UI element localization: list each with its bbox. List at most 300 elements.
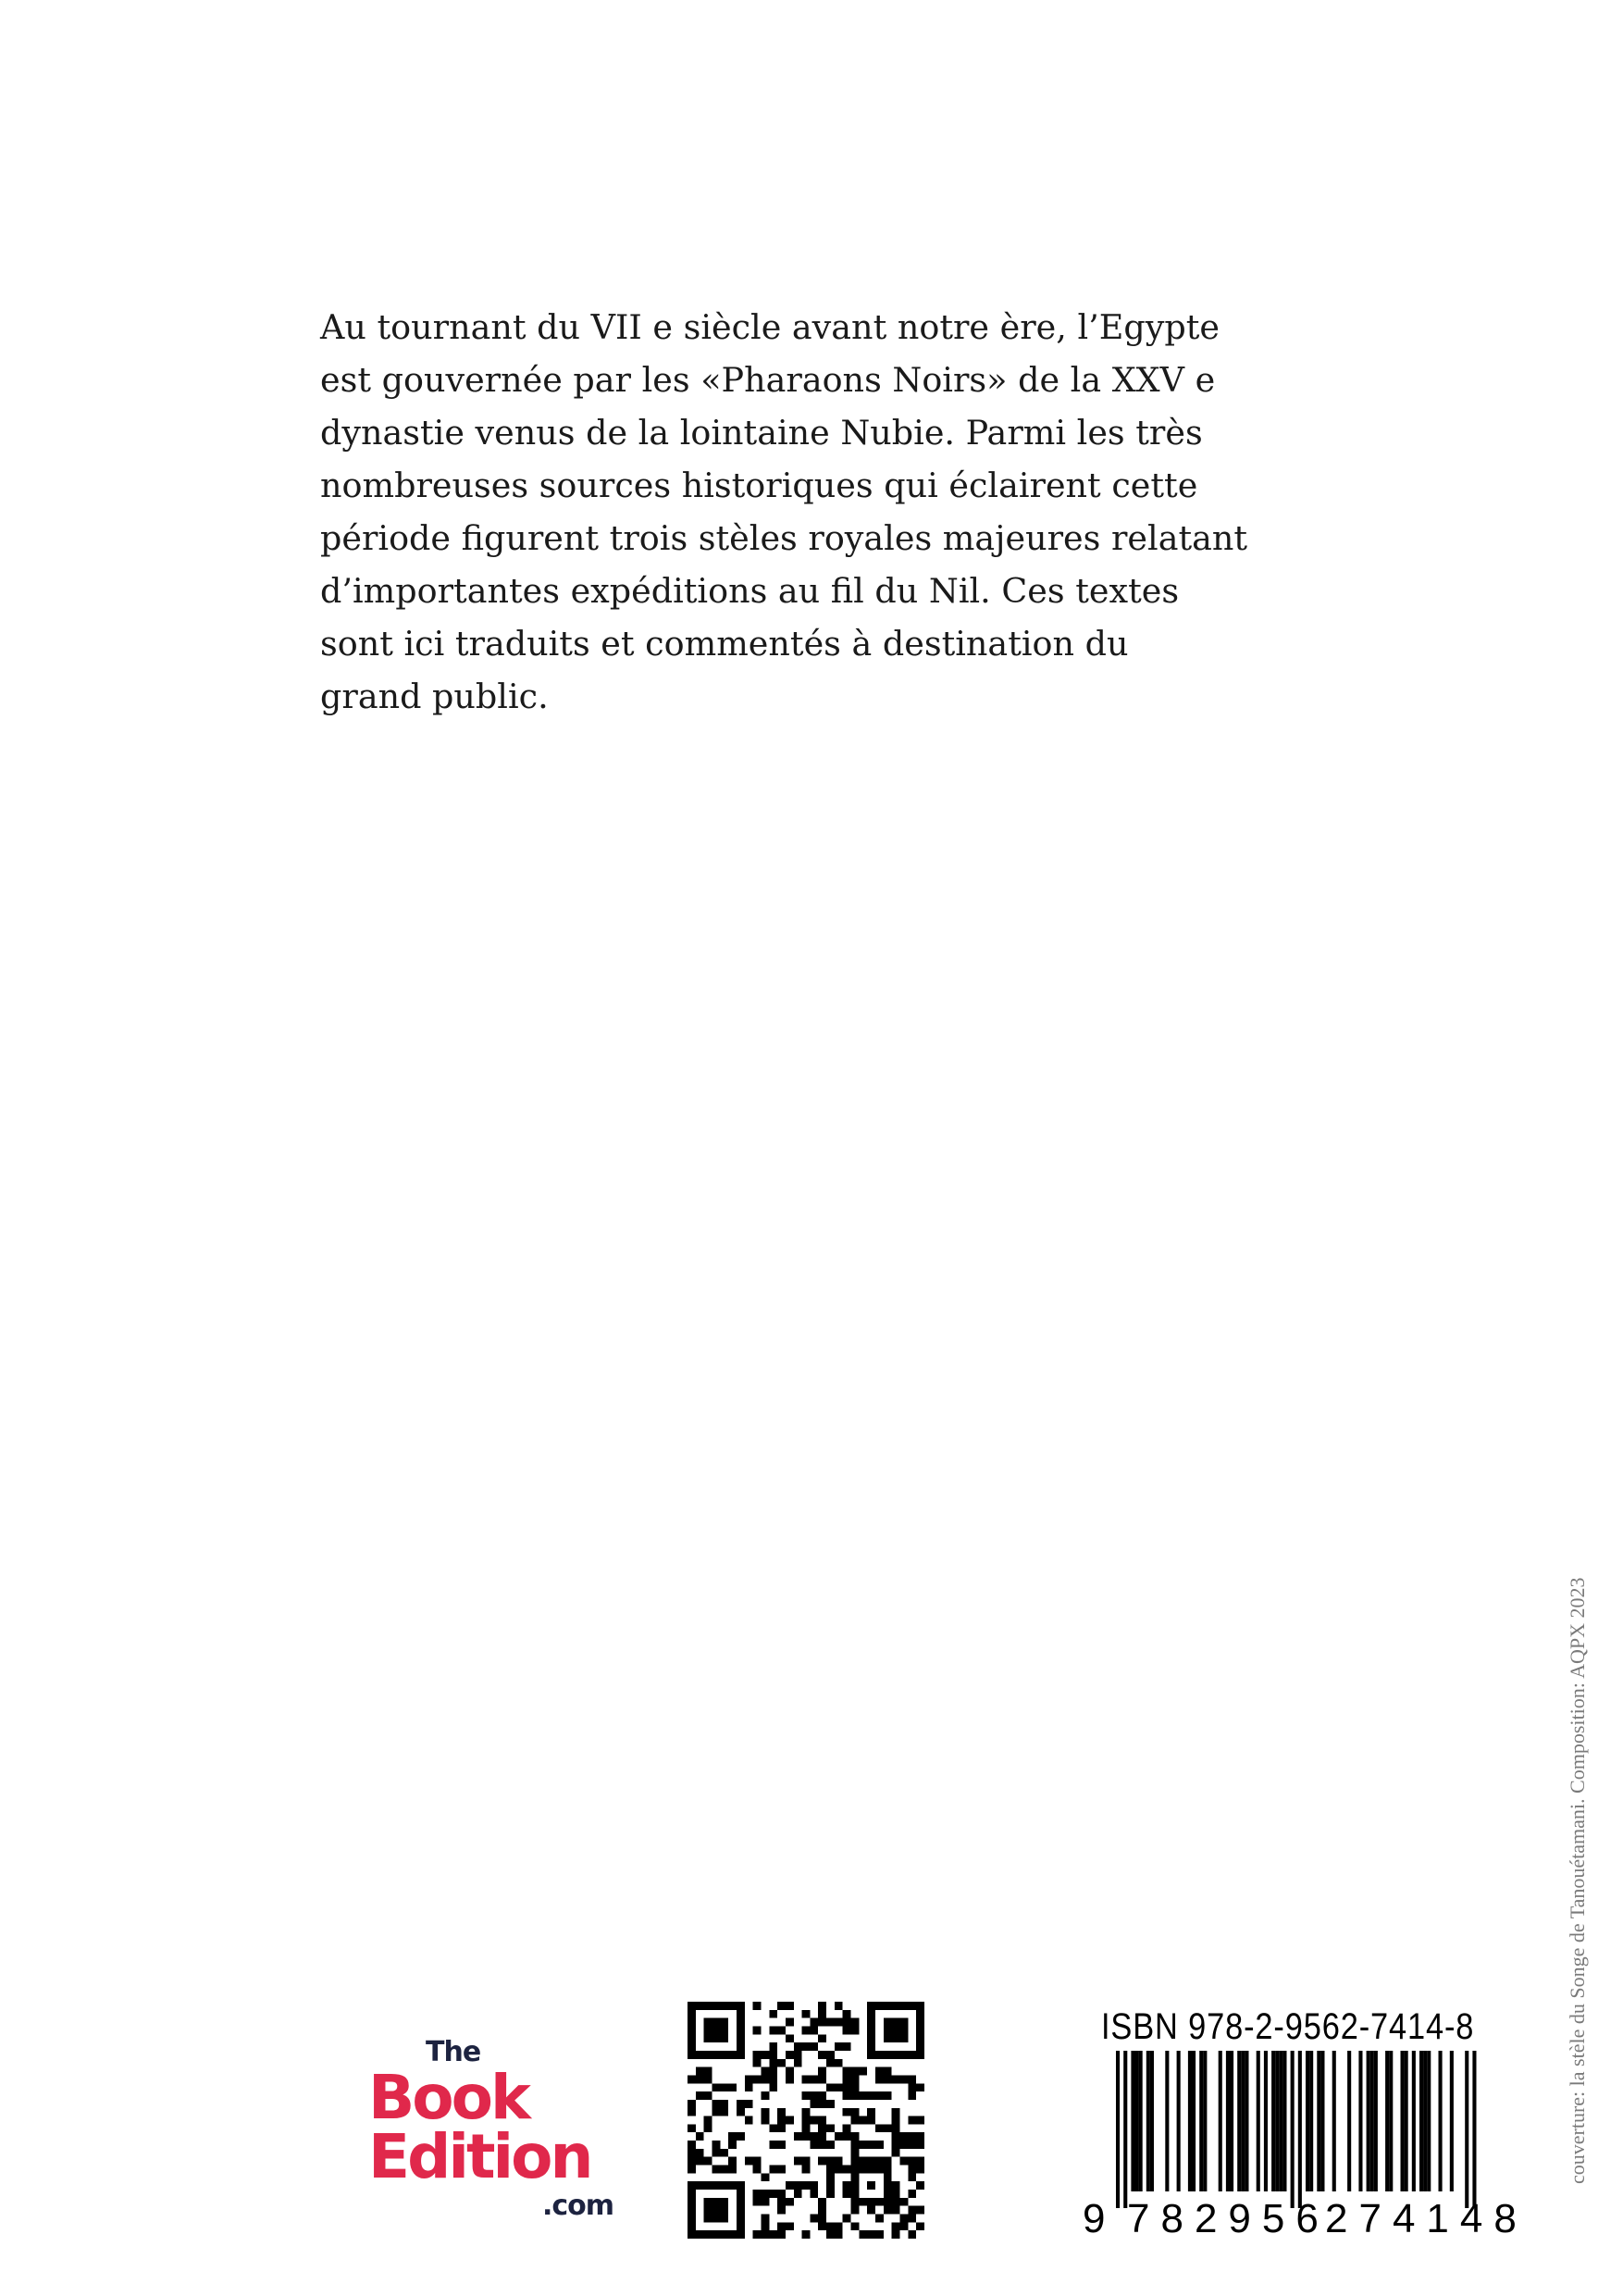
qr-module (892, 2141, 900, 2149)
barcode-bar (1203, 2051, 1207, 2191)
qr-module (867, 2181, 875, 2190)
qr-module (908, 2091, 916, 2100)
qr-module (769, 2051, 777, 2059)
qr-module (761, 2108, 769, 2116)
qr-module (737, 2181, 745, 2190)
qr-module (794, 2051, 802, 2059)
qr-module (835, 2002, 843, 2010)
qr-module (851, 2173, 860, 2181)
barcode-bar (1358, 2051, 1362, 2191)
qr-module (826, 2100, 835, 2108)
barcode-bar (1241, 2051, 1245, 2191)
qr-module (737, 2230, 745, 2239)
qr-module (867, 2157, 875, 2166)
qr-module (916, 2157, 924, 2166)
qr-module (892, 2230, 900, 2239)
qr-module (761, 2173, 769, 2181)
qr-module (761, 2215, 769, 2223)
qr-module (777, 2222, 786, 2230)
qr-module (843, 2166, 851, 2174)
barcode-bar (1165, 2051, 1169, 2191)
qr-module (900, 2002, 909, 2010)
qr-module (745, 2083, 753, 2091)
qr-module (712, 2215, 720, 2223)
qr-module (802, 2108, 811, 2116)
qr-module (810, 2018, 818, 2027)
qr-module (851, 2149, 860, 2157)
qr-module (818, 2091, 826, 2100)
qr-module (777, 2108, 786, 2116)
blurb-line: période figurent trois stèles royales majeures relatant (320, 518, 1248, 558)
qr-module (777, 2206, 786, 2215)
barcode-bar (1419, 2051, 1423, 2191)
logo-com: .com (542, 2190, 614, 2222)
barcode-bar (1385, 2051, 1389, 2191)
qr-module (704, 2002, 712, 2010)
qr-module (794, 2042, 802, 2051)
qr-module (884, 2002, 892, 2010)
qr-module (769, 2010, 777, 2018)
qr-module (688, 2100, 696, 2108)
qr-module (720, 2083, 728, 2091)
qr-module (769, 2075, 777, 2083)
qr-module (761, 2190, 769, 2198)
qr-module (712, 2141, 720, 2149)
qr-module (696, 2149, 704, 2157)
blurb-line: d’importantes expéditions au fil du Nil. Ces textes (320, 571, 1180, 611)
qr-module (818, 2141, 826, 2149)
qr-module (712, 2181, 720, 2190)
qr-module (867, 2026, 875, 2034)
qr-module (867, 2116, 875, 2125)
qr-module (851, 2206, 860, 2215)
qr-module (826, 2051, 835, 2059)
barcode-bar (1150, 2051, 1154, 2191)
qr-module (728, 2083, 737, 2091)
qr-module (843, 2018, 851, 2027)
qr-module (753, 2190, 762, 2198)
qr-module (688, 2075, 696, 2083)
qr-module (892, 2018, 900, 2027)
qr-module (786, 2002, 794, 2010)
barcode-bar (1192, 2051, 1196, 2191)
qr-module (688, 2181, 696, 2190)
qr-module (802, 2026, 811, 2034)
qr-module (737, 2010, 745, 2018)
qr-module (892, 2124, 900, 2132)
qr-module (818, 2124, 826, 2132)
barcode-bar (1230, 2051, 1233, 2191)
qr-module (818, 2157, 826, 2166)
qr-module (737, 2018, 745, 2027)
qr-module (867, 2010, 875, 2018)
qr-module (688, 2206, 696, 2215)
qr-module (720, 2051, 728, 2059)
qr-module (875, 2230, 884, 2239)
qr-module (908, 2173, 916, 2181)
qr-module (688, 2222, 696, 2230)
barcode-bars (1083, 2051, 1518, 2208)
qr-module (818, 2010, 826, 2018)
qr-module (720, 2034, 728, 2042)
isbn-label: ISBN 978-2-9562-7414-8 (1101, 2006, 1475, 2047)
qr-module (802, 2157, 811, 2166)
qr-module (851, 2157, 860, 2166)
qr-module (818, 2002, 826, 2010)
qr-module (728, 2132, 737, 2141)
qr-module (884, 2051, 892, 2059)
qr-module (908, 2116, 916, 2125)
barcode-bar (1199, 2051, 1203, 2191)
isbn-barcode (1083, 2006, 1528, 2247)
qr-module (753, 2075, 762, 2083)
qr-module (696, 2002, 704, 2010)
qr-module (720, 2149, 728, 2157)
qr-module (688, 2051, 696, 2059)
qr-module (900, 2215, 909, 2223)
qr-module (810, 2075, 818, 2083)
qr-module (875, 2067, 884, 2076)
qr-module (769, 2026, 777, 2034)
qr-module (712, 2108, 720, 2116)
qr-module (704, 2116, 712, 2125)
qr-module (851, 2018, 860, 2027)
qr-module (835, 2059, 843, 2067)
qr-module (794, 2132, 802, 2141)
qr-module (892, 2181, 900, 2190)
qr-module (728, 2051, 737, 2059)
qr-module (908, 2051, 916, 2059)
qr-module (875, 2215, 884, 2223)
back-cover-blurb (320, 301, 1301, 723)
qr-module (892, 2206, 900, 2215)
qr-module (908, 2215, 916, 2223)
qr-module (802, 2124, 811, 2132)
qr-module (851, 2181, 860, 2190)
qr-module (786, 2051, 794, 2059)
qr-module (769, 2124, 777, 2132)
qr-module (737, 2034, 745, 2042)
barcode-bar (1317, 2051, 1320, 2191)
qr-module (916, 2010, 924, 2018)
qr-module (892, 2002, 900, 2010)
qr-module (728, 2230, 737, 2239)
blurb-line: est gouvernée par les «Pharaons Noirs» de la XXV e (320, 360, 1216, 400)
qr-module (720, 2230, 728, 2239)
qr-module (867, 2042, 875, 2051)
qr-module (892, 2051, 900, 2059)
barcode-bar (1245, 2051, 1248, 2191)
qr-module (867, 2018, 875, 2027)
barcode-bar (1401, 2051, 1405, 2191)
barcode-bar (1389, 2051, 1393, 2191)
qr-module (688, 2157, 696, 2166)
qr-module (737, 2198, 745, 2206)
qr-module (916, 2141, 924, 2149)
qr-module (916, 2206, 924, 2215)
qr-module (859, 2198, 867, 2206)
qr-module (720, 2026, 728, 2034)
blurb-line: nombreuses sources historiques qui éclairent cette (320, 465, 1198, 505)
qr-module (704, 2091, 712, 2100)
qr-module (851, 2190, 860, 2198)
qr-module (704, 2215, 712, 2223)
barcode-bar (1347, 2051, 1351, 2191)
qr-module (704, 2198, 712, 2206)
barcode-bar (1450, 2051, 1454, 2191)
qr-module (851, 2222, 860, 2230)
qr-module (884, 2166, 892, 2174)
qr-module (753, 2157, 762, 2166)
qr-module (786, 2198, 794, 2206)
blurb-line: grand public. (320, 676, 549, 716)
barcode-bar (1271, 2051, 1275, 2191)
qr-module (810, 2026, 818, 2034)
qr-module (826, 2018, 835, 2027)
qr-module (867, 2034, 875, 2042)
qr-module (720, 2215, 728, 2223)
qr-module (688, 2215, 696, 2223)
qr-module (753, 2059, 762, 2067)
qr-module (761, 2075, 769, 2083)
logo-book: Book (368, 2062, 528, 2133)
qr-module (916, 2181, 924, 2190)
qr-module (884, 2034, 892, 2042)
barcode-bar (1298, 2051, 1302, 2208)
qr-module (704, 2230, 712, 2239)
barcode-bar (1370, 2051, 1374, 2191)
qr-module (810, 2116, 818, 2125)
qr-module (777, 2166, 786, 2174)
qr-module (802, 2116, 811, 2125)
qr-module (916, 2002, 924, 2010)
qr-module (802, 2166, 811, 2174)
qr-module (892, 2132, 900, 2141)
logo-the: The (426, 2036, 481, 2068)
qr-module (818, 2116, 826, 2125)
qr-module (859, 2166, 867, 2174)
qr-module (704, 2075, 712, 2083)
qr-module (851, 2116, 860, 2125)
qr-module (843, 2215, 851, 2223)
qr-module (704, 2206, 712, 2215)
qr-module (777, 2124, 786, 2132)
qr-module (884, 2190, 892, 2198)
qr-module (884, 2018, 892, 2027)
barcode-right-group: 274148 (1325, 2196, 1528, 2241)
qr-module (704, 2018, 712, 2027)
qr-module (688, 2124, 696, 2132)
qr-module (818, 2018, 826, 2027)
qr-module (777, 2116, 786, 2125)
qr-module (892, 2034, 900, 2042)
qr-module (916, 2083, 924, 2091)
barcode-bar (1279, 2051, 1282, 2191)
qr-module (835, 2132, 843, 2141)
qr-module (802, 2075, 811, 2083)
qr-module (737, 2215, 745, 2223)
qr-module (737, 2108, 745, 2116)
qr-module (745, 2100, 753, 2108)
qr-module (884, 2075, 892, 2083)
qr-module (737, 2002, 745, 2010)
qr-module (884, 2067, 892, 2076)
qr-module (843, 2132, 851, 2141)
qr-module (892, 2222, 900, 2230)
qr-module (843, 2083, 851, 2091)
qr-module (851, 2108, 860, 2116)
qr-module (835, 2083, 843, 2091)
qr-module (728, 2141, 737, 2149)
qr-module (900, 2075, 909, 2083)
qr-module (712, 2034, 720, 2042)
qr-module (843, 2042, 851, 2051)
qr-module (916, 2222, 924, 2230)
qr-module (818, 2067, 826, 2076)
qr-module (916, 2042, 924, 2051)
qr-module (688, 2026, 696, 2034)
qr-module (688, 2166, 696, 2174)
qr-module (720, 2181, 728, 2190)
qr-module (688, 2149, 696, 2157)
qr-module (908, 2141, 916, 2149)
qr-module (826, 2181, 835, 2190)
qr-module (786, 2181, 794, 2190)
qr-module (826, 2222, 835, 2230)
qr-module (867, 2141, 875, 2149)
qr-module (826, 2083, 835, 2091)
barcode-bar (1405, 2051, 1408, 2191)
blurb-line: dynastie venus de la lointaine Nubie. Parmi les très (320, 413, 1203, 453)
qr-module (818, 2034, 826, 2042)
qr-module (843, 2075, 851, 2083)
qr-module (712, 2149, 720, 2157)
qr-module (688, 2010, 696, 2018)
qr-module (916, 2034, 924, 2042)
qr-module (835, 2222, 843, 2230)
qr-module (737, 2100, 745, 2108)
qr-module (818, 2206, 826, 2215)
barcode-bar (1291, 2051, 1295, 2208)
qr-module (908, 2190, 916, 2198)
barcode-bar (1116, 2051, 1120, 2208)
qr-module (712, 2026, 720, 2034)
qr-module (867, 2198, 875, 2206)
qr-module (835, 2230, 843, 2239)
qr-module (786, 2067, 794, 2076)
qr-module (818, 2215, 826, 2223)
qr-module (843, 2010, 851, 2018)
qr-module (810, 2215, 818, 2223)
qr-module (851, 2132, 860, 2141)
qr-module (900, 2051, 909, 2059)
qr-module (802, 2230, 811, 2239)
barcode-bar (1237, 2051, 1241, 2191)
qr-module (777, 2190, 786, 2198)
qr-module (777, 2141, 786, 2149)
qr-module (769, 2083, 777, 2091)
qr-module (900, 2018, 909, 2027)
qr-module (810, 2190, 818, 2198)
qr-module (859, 2091, 867, 2100)
qr-module (851, 2083, 860, 2091)
qr-module (794, 2059, 802, 2067)
qr-module (859, 2141, 867, 2149)
qr-module (786, 2222, 794, 2230)
barcode-left-group: 782956 (1127, 2196, 1330, 2241)
qr-module (859, 2157, 867, 2166)
barcode-bar (1332, 2051, 1336, 2191)
barcode-bar (1226, 2051, 1230, 2191)
qr-module (826, 2230, 835, 2239)
qr-module (851, 2141, 860, 2149)
barcode-bar (1465, 2051, 1468, 2208)
barcode-bar (1320, 2051, 1324, 2191)
qr-module (875, 2002, 884, 2010)
qr-module (818, 2075, 826, 2083)
qr-module (900, 2026, 909, 2034)
qr-module (892, 2149, 900, 2157)
qr-module (916, 2166, 924, 2174)
qr-module (696, 2181, 704, 2190)
barcode-bar (1367, 2051, 1370, 2191)
qr-module (688, 2042, 696, 2051)
qr-module (688, 2230, 696, 2239)
qr-module (900, 2132, 909, 2141)
qr-module (761, 2230, 769, 2239)
qr-module (761, 2116, 769, 2125)
qr-module (916, 2116, 924, 2125)
qr-module (892, 2026, 900, 2034)
qr-module (769, 2059, 777, 2067)
qr-module (892, 2075, 900, 2083)
qr-module (867, 2206, 875, 2215)
qr-module (786, 2018, 794, 2027)
qr-module (810, 2091, 818, 2100)
qr-module (769, 2067, 777, 2076)
qr-module (884, 2181, 892, 2190)
barcode-bar (1374, 2051, 1378, 2191)
barcode-bar (1123, 2051, 1127, 2208)
qr-module (843, 2067, 851, 2076)
qr-module (818, 2132, 826, 2141)
qr-module (908, 2132, 916, 2141)
qr-module (753, 2002, 762, 2010)
qr-module (745, 2075, 753, 2083)
qr-module (720, 2108, 728, 2116)
qr-module (696, 2157, 704, 2166)
barcode-bar (1275, 2051, 1279, 2191)
qr-module (737, 2190, 745, 2198)
qr-module (720, 2206, 728, 2215)
qr-module (712, 2018, 720, 2027)
qr-module (908, 2230, 916, 2239)
qr-module (794, 2190, 802, 2198)
qr-module (892, 2190, 900, 2198)
barcode-bar (1439, 2051, 1443, 2191)
qr-module (892, 2198, 900, 2206)
qr-module (720, 2166, 728, 2174)
qr-module (761, 2091, 769, 2100)
qr-module (826, 2059, 835, 2067)
qr-module (696, 2132, 704, 2141)
qr-module (753, 2026, 762, 2034)
blurb-line: sont ici traduits et commentés à destination du (320, 624, 1129, 664)
qr-module (859, 2116, 867, 2125)
qr-module (826, 2190, 835, 2198)
qr-module (777, 2230, 786, 2239)
qr-module (875, 2166, 884, 2174)
